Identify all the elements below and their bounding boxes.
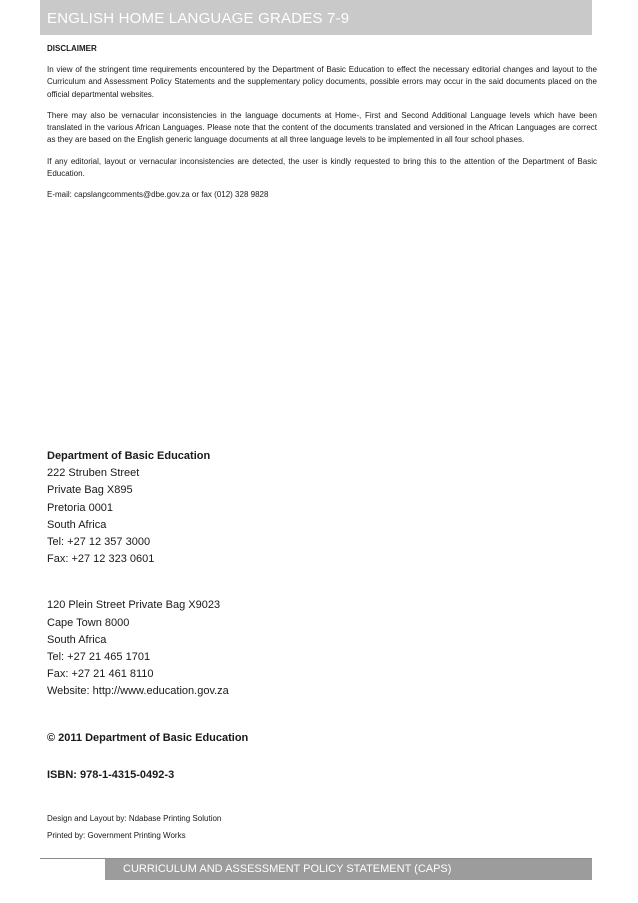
address-capetown — [47, 597, 587, 700]
design-credit: Design and Layout by: Ndabase Printing Solution — [47, 814, 222, 823]
fax: Fax: +27 21 461 8110 — [47, 668, 154, 681]
footer-band — [105, 859, 592, 880]
credits-section — [47, 810, 221, 844]
disclaimer-heading: DISCLAIMER — [47, 44, 97, 53]
address-section — [47, 448, 587, 784]
org-name: Department of Basic Education — [47, 450, 211, 462]
country: South Africa — [47, 518, 107, 531]
isbn: ISBN: 978-1-4315-0492-3 — [47, 768, 175, 781]
website-link[interactable]: Website: http://www.education.gov.za — [47, 685, 229, 698]
footer-text: CURRICULUM AND ASSESSMENT POLICY STATEMENT (CAPS) — [123, 863, 452, 875]
telephone: Tel: +27 12 357 3000 — [47, 536, 151, 549]
fax: Fax: +27 12 323 0601 — [47, 553, 155, 566]
disclaimer-paragraph: If any editorial, layout or vernacular inconsistencies are detected, the user is kindly requested to bring this to the attention of the Department of Basic Education. — [47, 156, 597, 179]
street-address: 222 Struben Street — [47, 467, 140, 480]
disclaimer-section — [47, 44, 597, 211]
header-band — [40, 0, 592, 35]
telephone: Tel: +27 21 465 1701 — [47, 651, 151, 664]
country: South Africa — [47, 633, 107, 646]
disclaimer-contact: E-mail: capslangcomments@dbe.gov.za or fax (012) 328 9828 — [47, 190, 269, 200]
private-bag: Private Bag X895 — [47, 484, 133, 497]
printer-credit: Printed by: Government Printing Works — [47, 831, 186, 840]
address-pretoria — [47, 448, 587, 568]
city: Cape Town 8000 — [47, 616, 130, 629]
disclaimer-paragraph: There may also be vernacular inconsistencies in the language documents at Home-, First and Second Additional Language levels which have been translated in the various African Languages. Please note that the content of the documents translated and versioned in the African Languages are correct as they are based on the English generic language documents at all three language levels to be implemented in all four school phases. — [47, 110, 597, 145]
header-title: ENGLISH HOME LANGUAGE GRADES 7-9 — [47, 10, 350, 27]
street-address: 120 Plein Street Private Bag X9023 — [47, 599, 221, 612]
disclaimer-paragraph: In view of the stringent time requirements encountered by the Department of Basic Education to effect the necessary editorial changes and layout to the Curriculum and Assessment Policy Statements and the supplementary policy documents, possible errors may occur in the said documents placed on the official departmental websites. — [47, 65, 597, 99]
copyright-notice: © 2011 Department of Basic Education — [47, 731, 249, 744]
city: Pretoria 0001 — [47, 501, 114, 514]
